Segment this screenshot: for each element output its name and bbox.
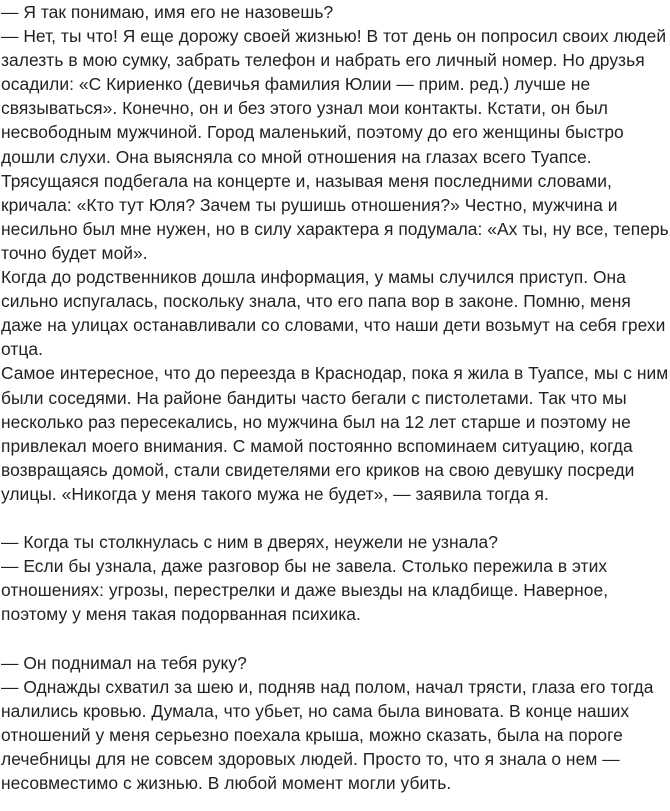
- paragraph-gap: [1, 626, 670, 650]
- text-line: — Он поднимал на тебя руку?: [1, 652, 247, 673]
- interview-block-3: [1, 651, 670, 796]
- text-line: Трясущаяся подбегала на концерте и, называя меня последними словами,: [1, 170, 612, 191]
- text-line: сильно испугалась, поскольку знала, что его папа вор в законе. Помню, меня: [1, 291, 631, 312]
- text-line: отношениях: угрозы, перестрелки и даже выезды на кладбище. Наверное,: [1, 580, 609, 601]
- text-line: налились кровью. Думала, что убьет, но сама была виновата. В конце наших: [1, 700, 630, 721]
- text-line: возвращаясь домой, стали свидетелями его криков на свою девушку посреди: [1, 459, 635, 480]
- text-line: поэтому у меня такая подорванная психика.: [1, 604, 361, 625]
- text-line: привлекал моего внимания. С мамой постоянно вспоминаем ситуацию, когда: [1, 435, 633, 456]
- text-line: кричала: «Кто тут Юля? Зачем ты рушишь отношения?» Честно, мужчина и: [1, 194, 618, 215]
- text-line: осадили: «С Кириенко (девичья фамилия Юлии — прим. ред.) лучше не: [1, 74, 591, 95]
- text-line: — Однажды схватил за шею и, подняв над полом, начал трясти, глаза его тогда: [1, 676, 654, 697]
- text-line: Самое интересное, что до переезда в Краснодар, пока я жила в Туапсе, мы с ним: [1, 363, 669, 384]
- text-line: были соседями. На районе бандиты часто бегали с пистолетами. Так что мы: [1, 387, 627, 408]
- interview-block-2: [1, 530, 670, 626]
- interview-block-1: [1, 0, 670, 506]
- text-line: несвободным мужчиной. Город маленький, поэтому до его женщины быстро: [1, 122, 624, 143]
- text-line: Когда до родственников дошла информация, у мамы случился приступ. Она: [1, 267, 626, 288]
- text-line: — Если бы узнала, даже разговор бы не завела. Столько пережила в этих: [1, 556, 608, 577]
- text-line: связываться». Конечно, он и без этого узнал мои контакты. Кстати, он был: [1, 98, 608, 119]
- text-line: дошли слухи. Она выясняла со мной отношения на глазах всего Туапсе.: [1, 146, 592, 167]
- text-line: — Когда ты столкнулась с ним в дверях, неужели не узнала?: [1, 532, 498, 553]
- text-line: точно будет мой».: [1, 242, 148, 263]
- paragraph-gap: [1, 506, 670, 530]
- text-line: несколько раз пересекались, но мужчина был на 12 лет старше и поэтому не: [1, 411, 631, 432]
- text-line: несильно был мне нужен, но в силу характера я подумала: «Ах ты, ну все, теперь: [1, 218, 669, 239]
- text-line: даже на улицах останавливали со словами, что наши дети возьмут на себя грехи: [1, 315, 666, 336]
- text-line: улицы. «Никогда у меня такого мужа не будет», — заявила тогда я.: [1, 483, 549, 504]
- text-line: отца.: [1, 339, 43, 360]
- text-line: — Нет, ты что! Я еще дорожу своей жизнью! В тот день он попросил своих людей: [1, 26, 667, 47]
- text-line: залезть в мою сумку, забрать телефон и набрать его личный номер. Но друзья: [1, 50, 645, 71]
- text-line: несовместимо с жизнью. В любой момент могли убить.: [1, 773, 452, 793]
- text-line: лечебницы для не совсем здоровых людей. Просто то, что я знала о нем —: [1, 748, 620, 769]
- text-line: — Я так понимаю, имя его не назовешь?: [1, 2, 334, 22]
- text-line: отношений у меня серьезно поехала крыша, можно сказать, была на пороге: [1, 724, 623, 745]
